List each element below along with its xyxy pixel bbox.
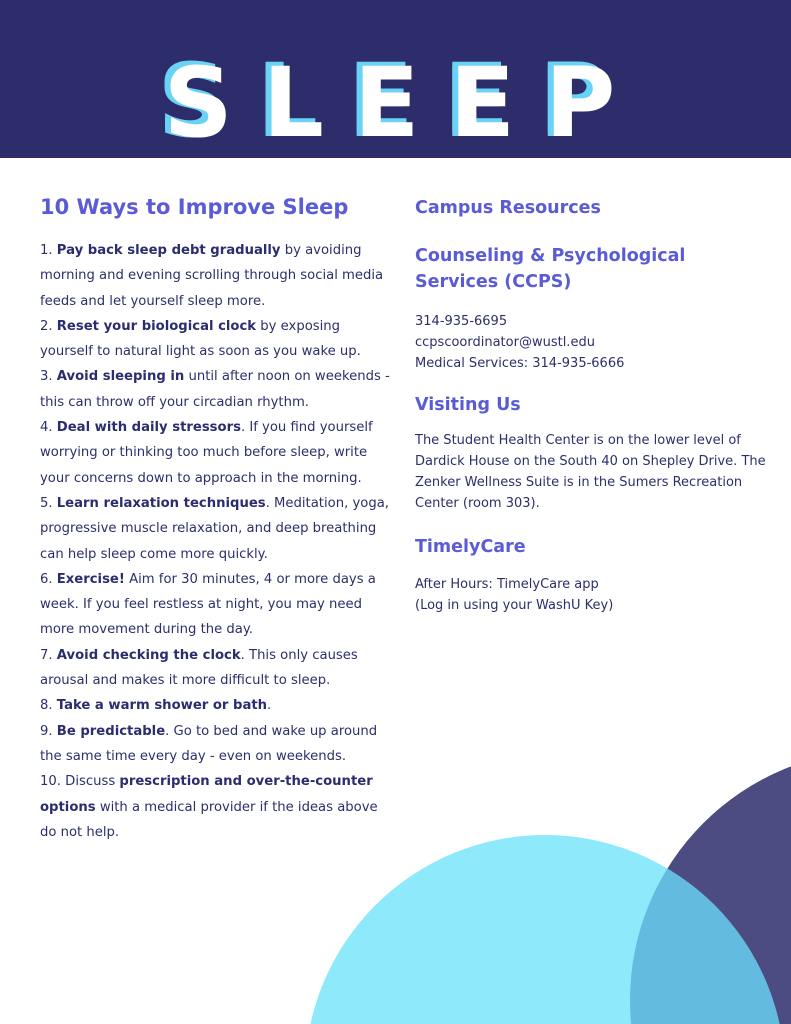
tip-text: . Go to bed and wake up around the same time every day - even on weekends.	[40, 723, 378, 764]
ccps-medical-services: Medical Services: 314-935-6666	[415, 356, 625, 371]
tips-heading: 10 Ways to Improve Sleep	[40, 195, 349, 219]
tip-bold: Be predictable	[56, 723, 166, 739]
tip-text: by avoiding morning and evening scrolling through social media feeds and let yourself sleep more.	[40, 243, 384, 309]
tip-bold: Avoid sleeping in	[56, 369, 185, 385]
tip-bold: Pay back sleep debt gradually	[56, 243, 281, 258]
ccps-email: ccpscoordinator@wustl.edu	[415, 335, 595, 350]
tip-bold: Avoid checking the clock	[56, 647, 241, 663]
tip-number: 8.	[40, 698, 57, 714]
tip-text: . If you find yourself worrying or thinking too much before sleep, write your concerns down to approach in the morning.	[40, 420, 373, 486]
ccps-phone: 314-935-6695	[415, 314, 508, 329]
tip-bold: prescription and over-the-counter options	[40, 774, 373, 815]
timelycare-login-line: (Log in using your WashU Key)	[415, 598, 614, 613]
tip-text: by exposing yourself to natural light as soon as you wake up.	[40, 318, 361, 360]
tip-bold: Deal with daily stressors	[56, 420, 241, 436]
tip-text: . Meditation, yoga, progressive muscle relaxation, and deep breathing can help sleep come more quickly.	[40, 495, 389, 562]
campus-resources-heading: Campus Resources	[415, 198, 601, 218]
visiting-text: The Student Health Center is on the lower level of Dardick House on the South 40 on Shepley Drive. The Zenker Wellness Suite is in the Sumers Recreation Center (room 303).	[415, 433, 766, 511]
tip-number: 1.	[40, 243, 57, 258]
tip-text: with a medical provider if the ideas above do not help.	[40, 799, 378, 840]
tip-number: 2.	[40, 318, 57, 334]
tip-number: 5.	[40, 495, 57, 511]
tip-text: . This only causes arousal and makes it more difficult to sleep.	[40, 647, 358, 689]
tip-number: 3.	[40, 369, 57, 385]
tip-text: until after noon on weekends - this can throw off your circadian rhythm.	[40, 369, 390, 410]
page-title: SLEEP	[163, 47, 646, 159]
tip-bold: Learn relaxation techniques	[56, 495, 266, 511]
timelycare-app-line: After Hours: TimelyCare app	[415, 577, 599, 592]
tip-number: 10.	[40, 774, 66, 790]
ccps-heading: Counseling & Psychological Services (CCPS)	[415, 246, 686, 292]
tip-text: Aim for 30 minutes, 4 or more days a week. If you feel restless at night, you may need more movement during the day.	[40, 571, 376, 638]
timelycare-heading: TimelyCare	[415, 537, 526, 557]
tip-number: 7.	[40, 647, 57, 663]
tip-number: 6.	[40, 571, 57, 587]
tip-text: .	[267, 698, 272, 714]
visiting-heading: Visiting Us	[415, 395, 521, 415]
tip-bold: Take a warm shower or bath	[56, 698, 268, 714]
tip-number: 4.	[40, 420, 57, 436]
tip-bold: Exercise!	[56, 571, 125, 587]
tip-text: Discuss	[65, 774, 120, 790]
tip-number: 9.	[40, 723, 57, 739]
tip-bold: Reset your biological clock	[56, 318, 257, 334]
